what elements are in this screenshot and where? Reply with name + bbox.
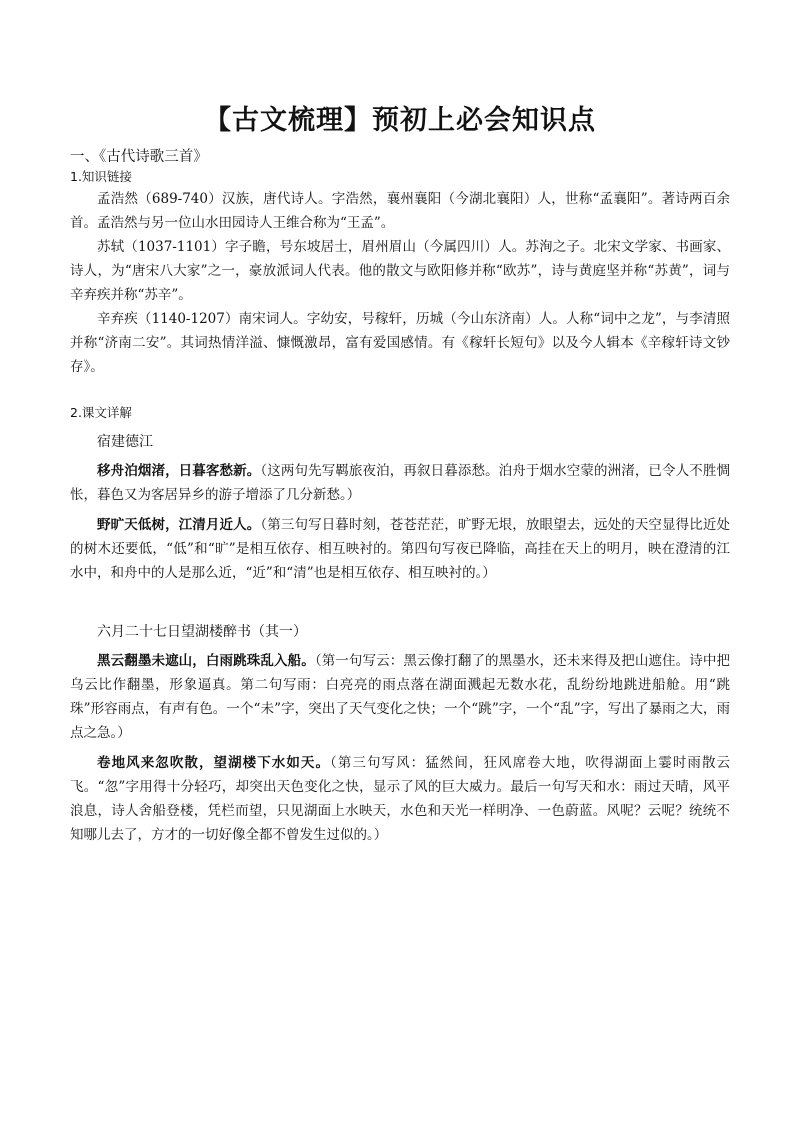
bio-su-shi: 苏轼（1037-1101）字子瞻，号东坡居士，眉州眉山（今属四川）人。苏洵之子。北宋文学家、书画家、诗人，为“唐宋八大家”之一，豪放派词人代表。他的散文与欧阳修并称“欧苏”，诗与黄庭坚并称“苏黄”，词与辛弃疾并称“苏辛”。 [70,239,730,303]
verse-note: （这两句先写羁旅夜泊，再叙日暮添愁。泊舟于烟水空蒙的洲渚，已令人不胜惆怅，暮色又为客居异乡的游子增添了几分新愁。） [70,463,731,503]
page-title: 【古文梳理】预初上必会知识点 [204,105,596,136]
bio-meng-haoran: 孟浩然（689-740）汉族，唐代诗人。字浩然，襄州襄阳（今湖北襄阳）人，世称“孟襄阳”。著诗两百余首。孟浩然与另一位山水田园诗人王维合称为“王孟”。 [70,191,730,231]
verse-text: 野旷天低树，江清月近人。 [97,517,261,533]
bio-xin-qiji: 辛弃疾（1140-1207）南宋词人。字幼安，号稼轩，历城（今山东济南）人。人称“词中之龙”，与李清照并称“济南二安”。其词热情洋溢、慷慨激昂，富有爱国感情。有《稼轩长短句》以及今人辑本《辛稼轩诗文钞存》。 [70,311,730,375]
spacer [70,379,730,403]
verse-note: （第三句写日暮时刻，苍苍茫茫，旷野无垠，放眼望去，远处的天空显得比近处的树木还要低，“低”和“旷”是相互依存、相互映衬的。第四句写夜已降临，高挂在天上的明月，映在澄清的江水中，和舟中的人是那么近，“近”和“清”也是相互依存、相互映衬的。） [70,517,731,581]
subsection-heading-knowledge: 1.知识链接 [70,169,132,184]
poem-line [70,459,730,507]
subsection-heading-explanation: 2.课文详解 [70,405,132,420]
verse-text: 卷地风来忽吹散，望湖楼下水如天。 [97,755,331,771]
poem-title: 宿建德江 [97,434,153,450]
poem-line [70,513,730,585]
verse-note: （第三句写风：猛然间，狂风席卷大地，吹得湖面上霎时雨散云飞。“忽”字用得十分轻巧，却突出天色变化之快，显示了风的巨大威力。最后一句写天和水：雨过天晴，风平浪息，诗人舍船登楼，凭栏而望，只见湖面上水映天，水色和天光一样明净、一色蔚蓝。风呢？云呢？统统不知哪儿去了，方才的一切好像全都不曾发生过似的。） [70,755,731,843]
poem-title: 六月二十七日望湖楼醉书（其一） [97,624,307,640]
verse-note: （第一句写云：黑云像打翻了的黑墨水，还未来得及把山遮住。诗中把乌云比作翻墨，形象逼真。第二句写雨：白亮亮的雨点落在湖面溅起无数水花，乱纷纷地跳进船舱。用“跳珠”形容雨点，有声有色。一个“未”字，突出了天气变化之快；一个“跳”字，一个“乱”字，写出了暴雨之大，雨点之急。） [70,653,731,741]
verse-text: 移舟泊烟渚，日暮客愁新。 [97,463,261,479]
poem-line [70,649,730,745]
document-page [70,98,730,847]
section-heading: 一、《古代诗歌三首》 [70,149,208,165]
spacer [70,585,730,613]
verse-text: 黑云翻墨未遮山，白雨跳珠乱入船。 [97,653,315,669]
poem-line [70,751,730,847]
